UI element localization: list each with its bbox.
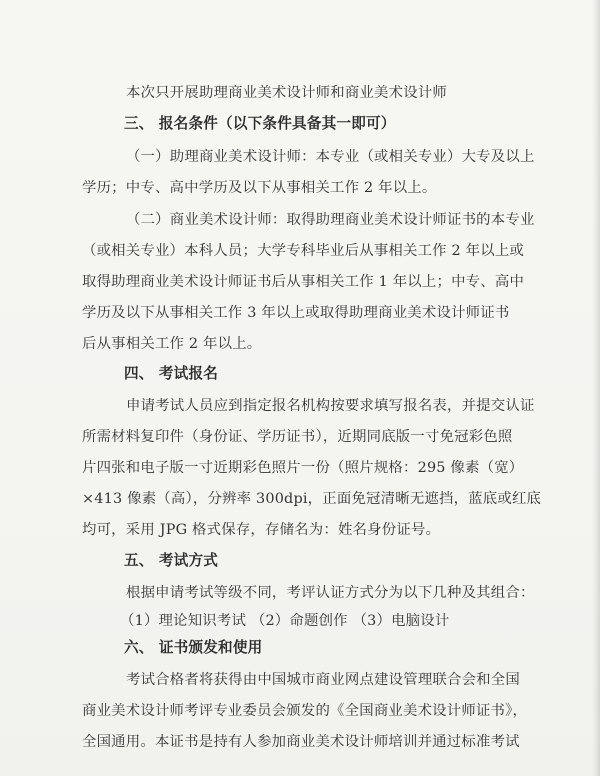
section-heading-exam-registration: 四、 考试报名 — [124, 365, 219, 382]
page-edge-shadow — [592, 0, 600, 776]
exam-methods-line: （1）理论知识考试 （2）命题创作 （3）电脑设计 — [120, 613, 450, 629]
paragraph-line: 全国通用。本证书是持有人参加商业美术设计师培训并通过标准考试 — [82, 734, 520, 750]
paragraph-line: （二）商业美术设计师：取得助理商业美术设计师证书的本专业 — [126, 212, 535, 228]
paragraph-line: 申请考试人员应到指定报名机构按要求填写报名表，并提交认证 — [126, 398, 535, 414]
intro-line: 本次只开展助理商业美术设计师和商业美术设计师 — [126, 85, 447, 101]
paragraph-line: 片四张和电子版一寸近期彩色照片一份（照片规格：295 像素（宽） — [82, 460, 524, 476]
paragraph-line: （或相关专业）本科人员；大学专科毕业后从事相关工作 2 年以上或 — [82, 243, 525, 259]
paragraph-line: 均可，采用 JPG 格式保存，存储名为：姓名身份证号。 — [82, 522, 441, 538]
section-heading-exam-method: 五、 考试方式 — [124, 552, 219, 569]
paragraph-line: 根据申请考试等级不同，考评认证方式分为以下几种及其组合： — [126, 585, 535, 601]
paragraph-line: ×413 像素（高），分辨率 300dpi，正面免冠清晰无遮挡，蓝底或红底 — [82, 491, 542, 507]
paragraph-line: 后从事相关工作 2 年以上。 — [82, 336, 262, 352]
paragraph-line: 所需材料复印件（身份证、学历证书），近期同底版一寸免冠彩色照 — [82, 429, 513, 445]
section-heading-certificate: 六、 证书颁发和使用 — [124, 639, 263, 656]
paragraph-line: 商业美术设计师考评专业委员会颁发的《全国商业美术设计师证书》， — [82, 703, 528, 719]
section-heading-registration-conditions: 三、 报名条件（以下条件具备其一即可） — [124, 115, 396, 132]
paragraph-line: 学历及以下从事相关工作 3 年以上或取得助理商业美术设计师证书 — [82, 305, 510, 321]
paragraph-line: 考试合格者将获得由中国城市商业网点建设管理联合会和全国 — [126, 672, 520, 688]
paragraph-line: 取得助理商业美术设计师证书后从事相关工作 1 年以上；中专、高中 — [82, 274, 525, 290]
paragraph-line: 学历；中专、高中学历及以下从事相关工作 2 年以上。 — [82, 180, 437, 196]
paragraph-line: （一）助理商业美术设计师：本专业（或相关专业）大专及以上 — [126, 149, 535, 165]
